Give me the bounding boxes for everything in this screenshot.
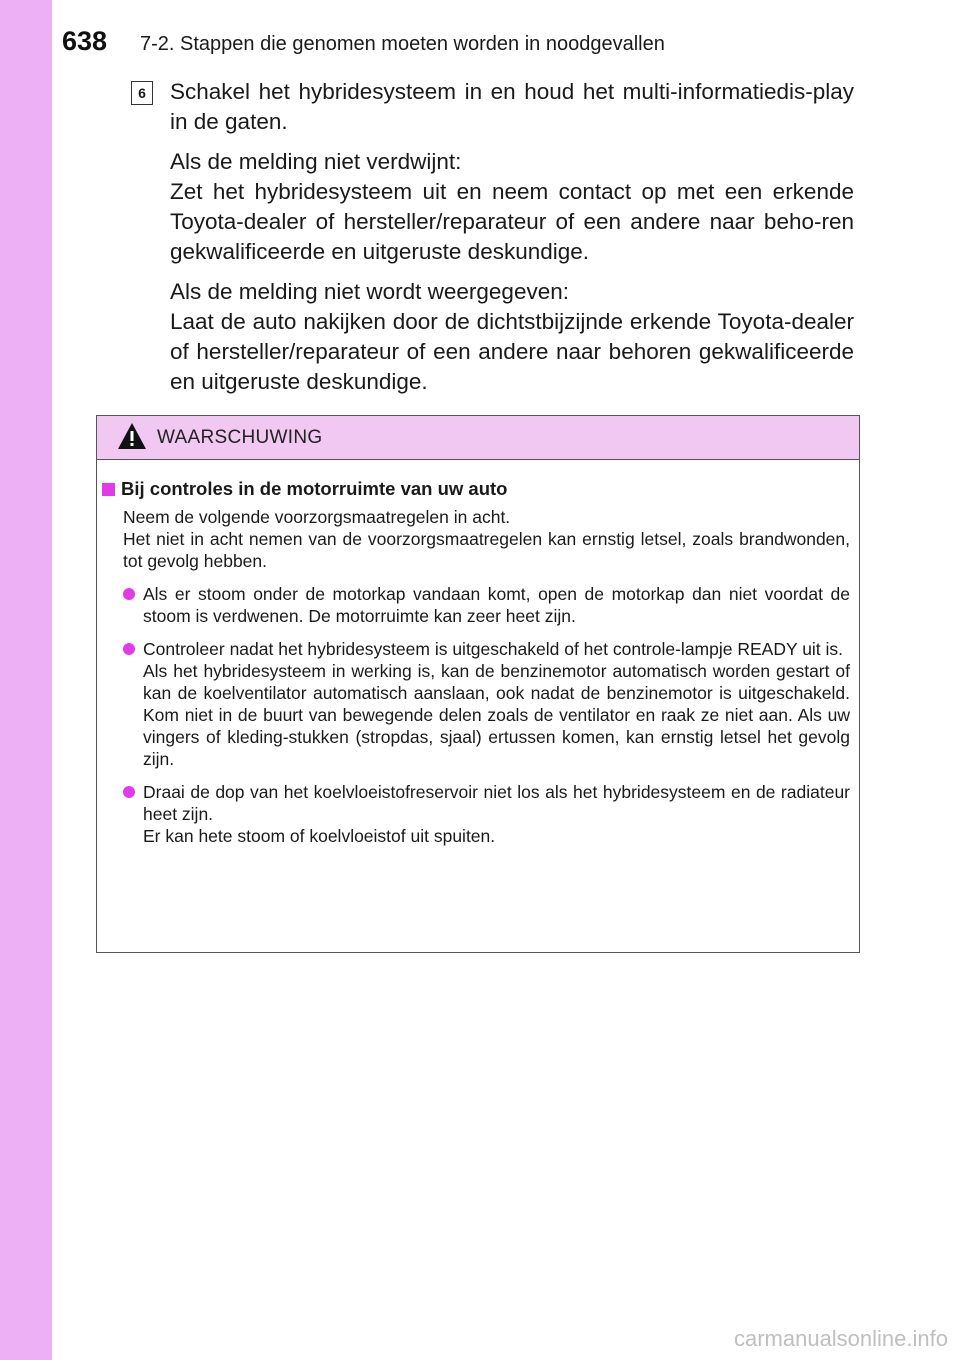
step-instructions [170, 77, 854, 407]
page-number: 638 [62, 26, 108, 56]
warning-intro [123, 506, 850, 572]
round-bullet-icon [123, 588, 135, 600]
bullet-text: Als er stoom onder de motorkap vandaan komt, open de motorkap dan niet voordat de stoom is verdwenen. De motorruimte kan zeer heet zijn. [143, 584, 850, 626]
step-paragraph: Zet het hybridesysteem uit en neem contact op met een erkende Toyota-dealer of hersteller/reparateur of een andere naar beho-ren gekwalificeerde en uitgeruste deskundige. [170, 179, 854, 264]
step-paragraph: Laat de auto nakijken door de dichtstbijzijnde erkende Toyota-dealer of hersteller/reparateur of een andere naar behoren gekwalificeerde en uitgeruste deskundige. [170, 309, 854, 394]
round-bullet-icon [123, 786, 135, 798]
warning-title: WAARSCHUWING [157, 427, 323, 448]
square-bullet-icon [102, 483, 115, 496]
round-bullet-icon [123, 643, 135, 655]
step-condition-heading: Als de melding niet wordt weergegeven: [170, 279, 569, 304]
chapter-title: 7-2. Stappen die genomen moeten worden in noodgevallen [140, 33, 665, 55]
bullet-text: Controleer nadat het hybridesysteem is uitgeschakeld of het controle-lampje READY uit is. [143, 639, 844, 659]
section-heading-text: Bij controles in de motorruimte van uw auto [121, 478, 508, 499]
intro-line: Neem de volgende voorzorgsmaatregelen in acht. [123, 507, 511, 527]
bullet-item [102, 781, 850, 847]
bullet-text: Er kan hete stoom of koelvloeistof uit spuiten. [143, 826, 496, 846]
bullet-item [102, 638, 850, 770]
step-condition-heading: Als de melding niet verdwijnt: [170, 149, 462, 174]
watermark-text: carmanualsonline.info [733, 1326, 948, 1351]
step-number-badge: 6 [131, 81, 153, 105]
intro-line: Het niet in acht nemen van de voorzorgsmaatregelen kan ernstig letsel, zoals brandwonden, tot gevolg hebben. [123, 529, 850, 571]
section-heading [102, 478, 850, 500]
bullet-text: Als het hybridesysteem in werking is, kan de benzinemotor automatisch worden gestart of kan de koelventilator automatisch aanslaan, ook nadat de benzinemotor is uitgeschakeld. Kom niet in de buurt van bewegende delen zoals de ventilator en raak ze niet aan. Als uw vingers of kleding-stukken (stropdas, sjaal) ertussen komen, kan ernstig letsel het gevolg zijn. [143, 661, 850, 769]
warning-triangle-icon [117, 422, 147, 450]
warning-box [96, 415, 860, 953]
warning-header [97, 416, 859, 460]
step-paragraph: Schakel het hybridesysteem in en houd het multi-informatiedis-play in de gaten. [170, 79, 854, 134]
warning-body [97, 460, 859, 847]
side-color-bar [0, 0, 52, 1360]
bullet-item [102, 583, 850, 627]
bullet-text: Draai de dop van het koelvloeistofreservoir niet los als het hybridesysteem en de radiateur heet zijn. [143, 782, 850, 824]
